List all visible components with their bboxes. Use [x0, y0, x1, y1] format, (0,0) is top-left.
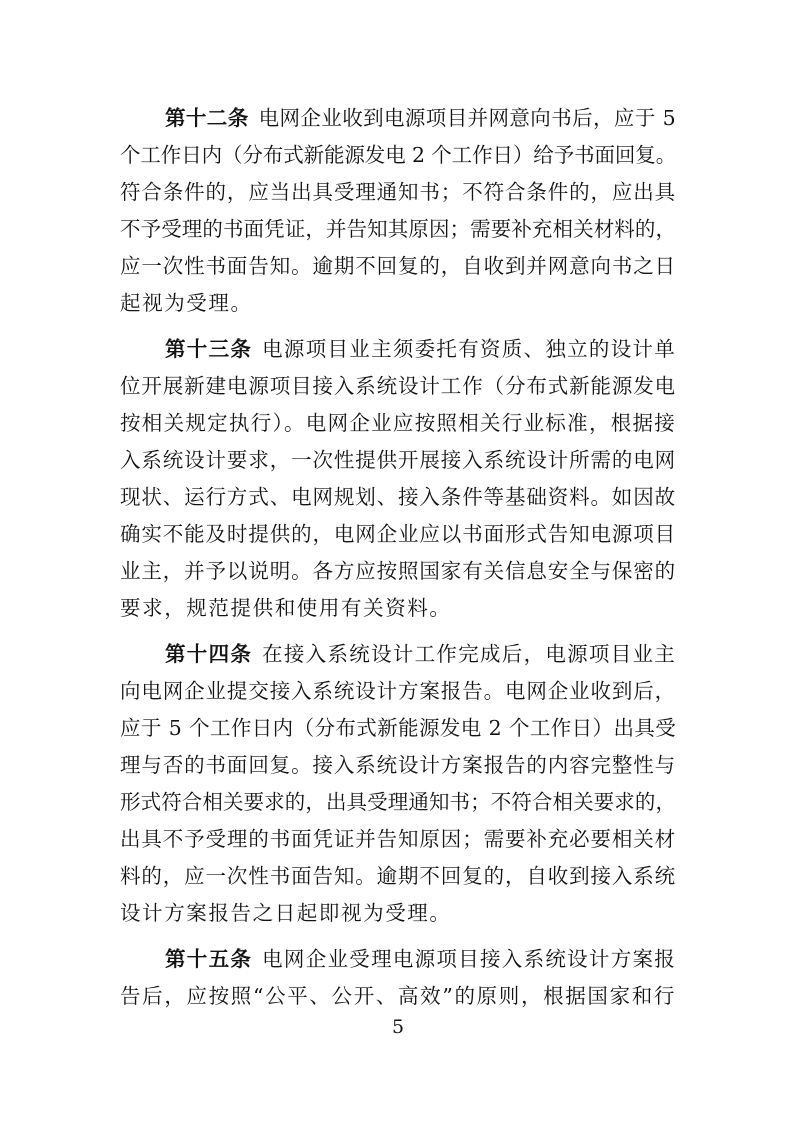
paragraph-line: 料的，应一次性书面告知。逾期不回复的，自收到接入系统	[120, 864, 676, 888]
article-12	[120, 100, 676, 322]
article-15	[120, 941, 676, 1015]
paragraph-line: 个工作日内（分布式新能源发电 2 个工作日）给予书面回复。	[120, 143, 676, 167]
paragraph-line: 要求，规范提供和使用有关资料。	[120, 596, 452, 620]
paragraph-line: 业主，并予以说明。各方应按照国家有关信息安全与保密的	[120, 559, 676, 583]
paragraph-line: 应于 5 个工作日内（分布式新能源发电 2 个工作日）出具受	[120, 716, 677, 740]
page-number: 5	[391, 1016, 405, 1038]
paragraph-line: 现状、运行方式、电网规划、接入条件等基础资料。如因故	[120, 485, 676, 509]
paragraph-line: 出具不予受理的书面凭证并告知原因；需要补充必要相关材	[120, 827, 676, 851]
paragraph-line: 起视为受理。	[120, 291, 253, 315]
paragraph-line: 不予受理的书面凭证，并告知其原因；需要补充相关材料的，	[120, 217, 676, 241]
article-14	[120, 636, 676, 932]
paragraph-line: 位开展新建电源项目接入系统设计工作（分布式新能源发电	[120, 374, 676, 398]
paragraph-line: 理与否的书面回复。接入系统设计方案报告的内容完整性与	[120, 753, 676, 777]
paragraph-line: 第十二条 电网企业收到电源项目并网意向书后，应于 5	[165, 106, 677, 130]
paragraph-line: 确实不能及时提供的，电网企业应以书面形式告知电源项目	[120, 522, 676, 546]
paragraph-line: 向电网企业提交接入系统设计方案报告。电网企业收到后，	[120, 679, 676, 703]
paragraph-line: 符合条件的，应当出具受理通知书；不符合条件的，应出具	[120, 180, 676, 204]
article-13	[120, 331, 676, 627]
paragraph-line: 入系统设计要求，一次性提供开展接入系统设计所需的电网	[120, 448, 676, 472]
paragraph-line: 第十四条 在接入系统设计工作完成后，电源项目业主	[165, 642, 676, 666]
document-body	[120, 100, 676, 1024]
paragraph-line: 设计方案报告之日起即视为受理。	[120, 901, 452, 925]
paragraph-line: 形式符合相关要求的，出具受理通知书；不符合相关要求的，	[120, 790, 676, 814]
paragraph-line: 告后，应按照“公平、公开、高效”的原则，根据国家和行	[120, 984, 676, 1008]
article-title: 第十五条	[165, 947, 253, 971]
article-title: 第十二条	[165, 106, 249, 130]
paragraph-line: 第十五条 电网企业受理电源项目接入系统设计方案报	[165, 947, 676, 971]
paragraph-line: 第十三条 电源项目业主须委托有资质、独立的设计单	[165, 337, 676, 361]
paragraph-line: 按相关规定执行）。电网企业应按照相关行业标准，根据接	[120, 411, 676, 435]
paragraph-line: 应一次性书面告知。逾期不回复的，自收到并网意向书之日	[120, 254, 676, 278]
article-title: 第十三条	[165, 337, 253, 361]
article-title: 第十四条	[165, 642, 253, 666]
